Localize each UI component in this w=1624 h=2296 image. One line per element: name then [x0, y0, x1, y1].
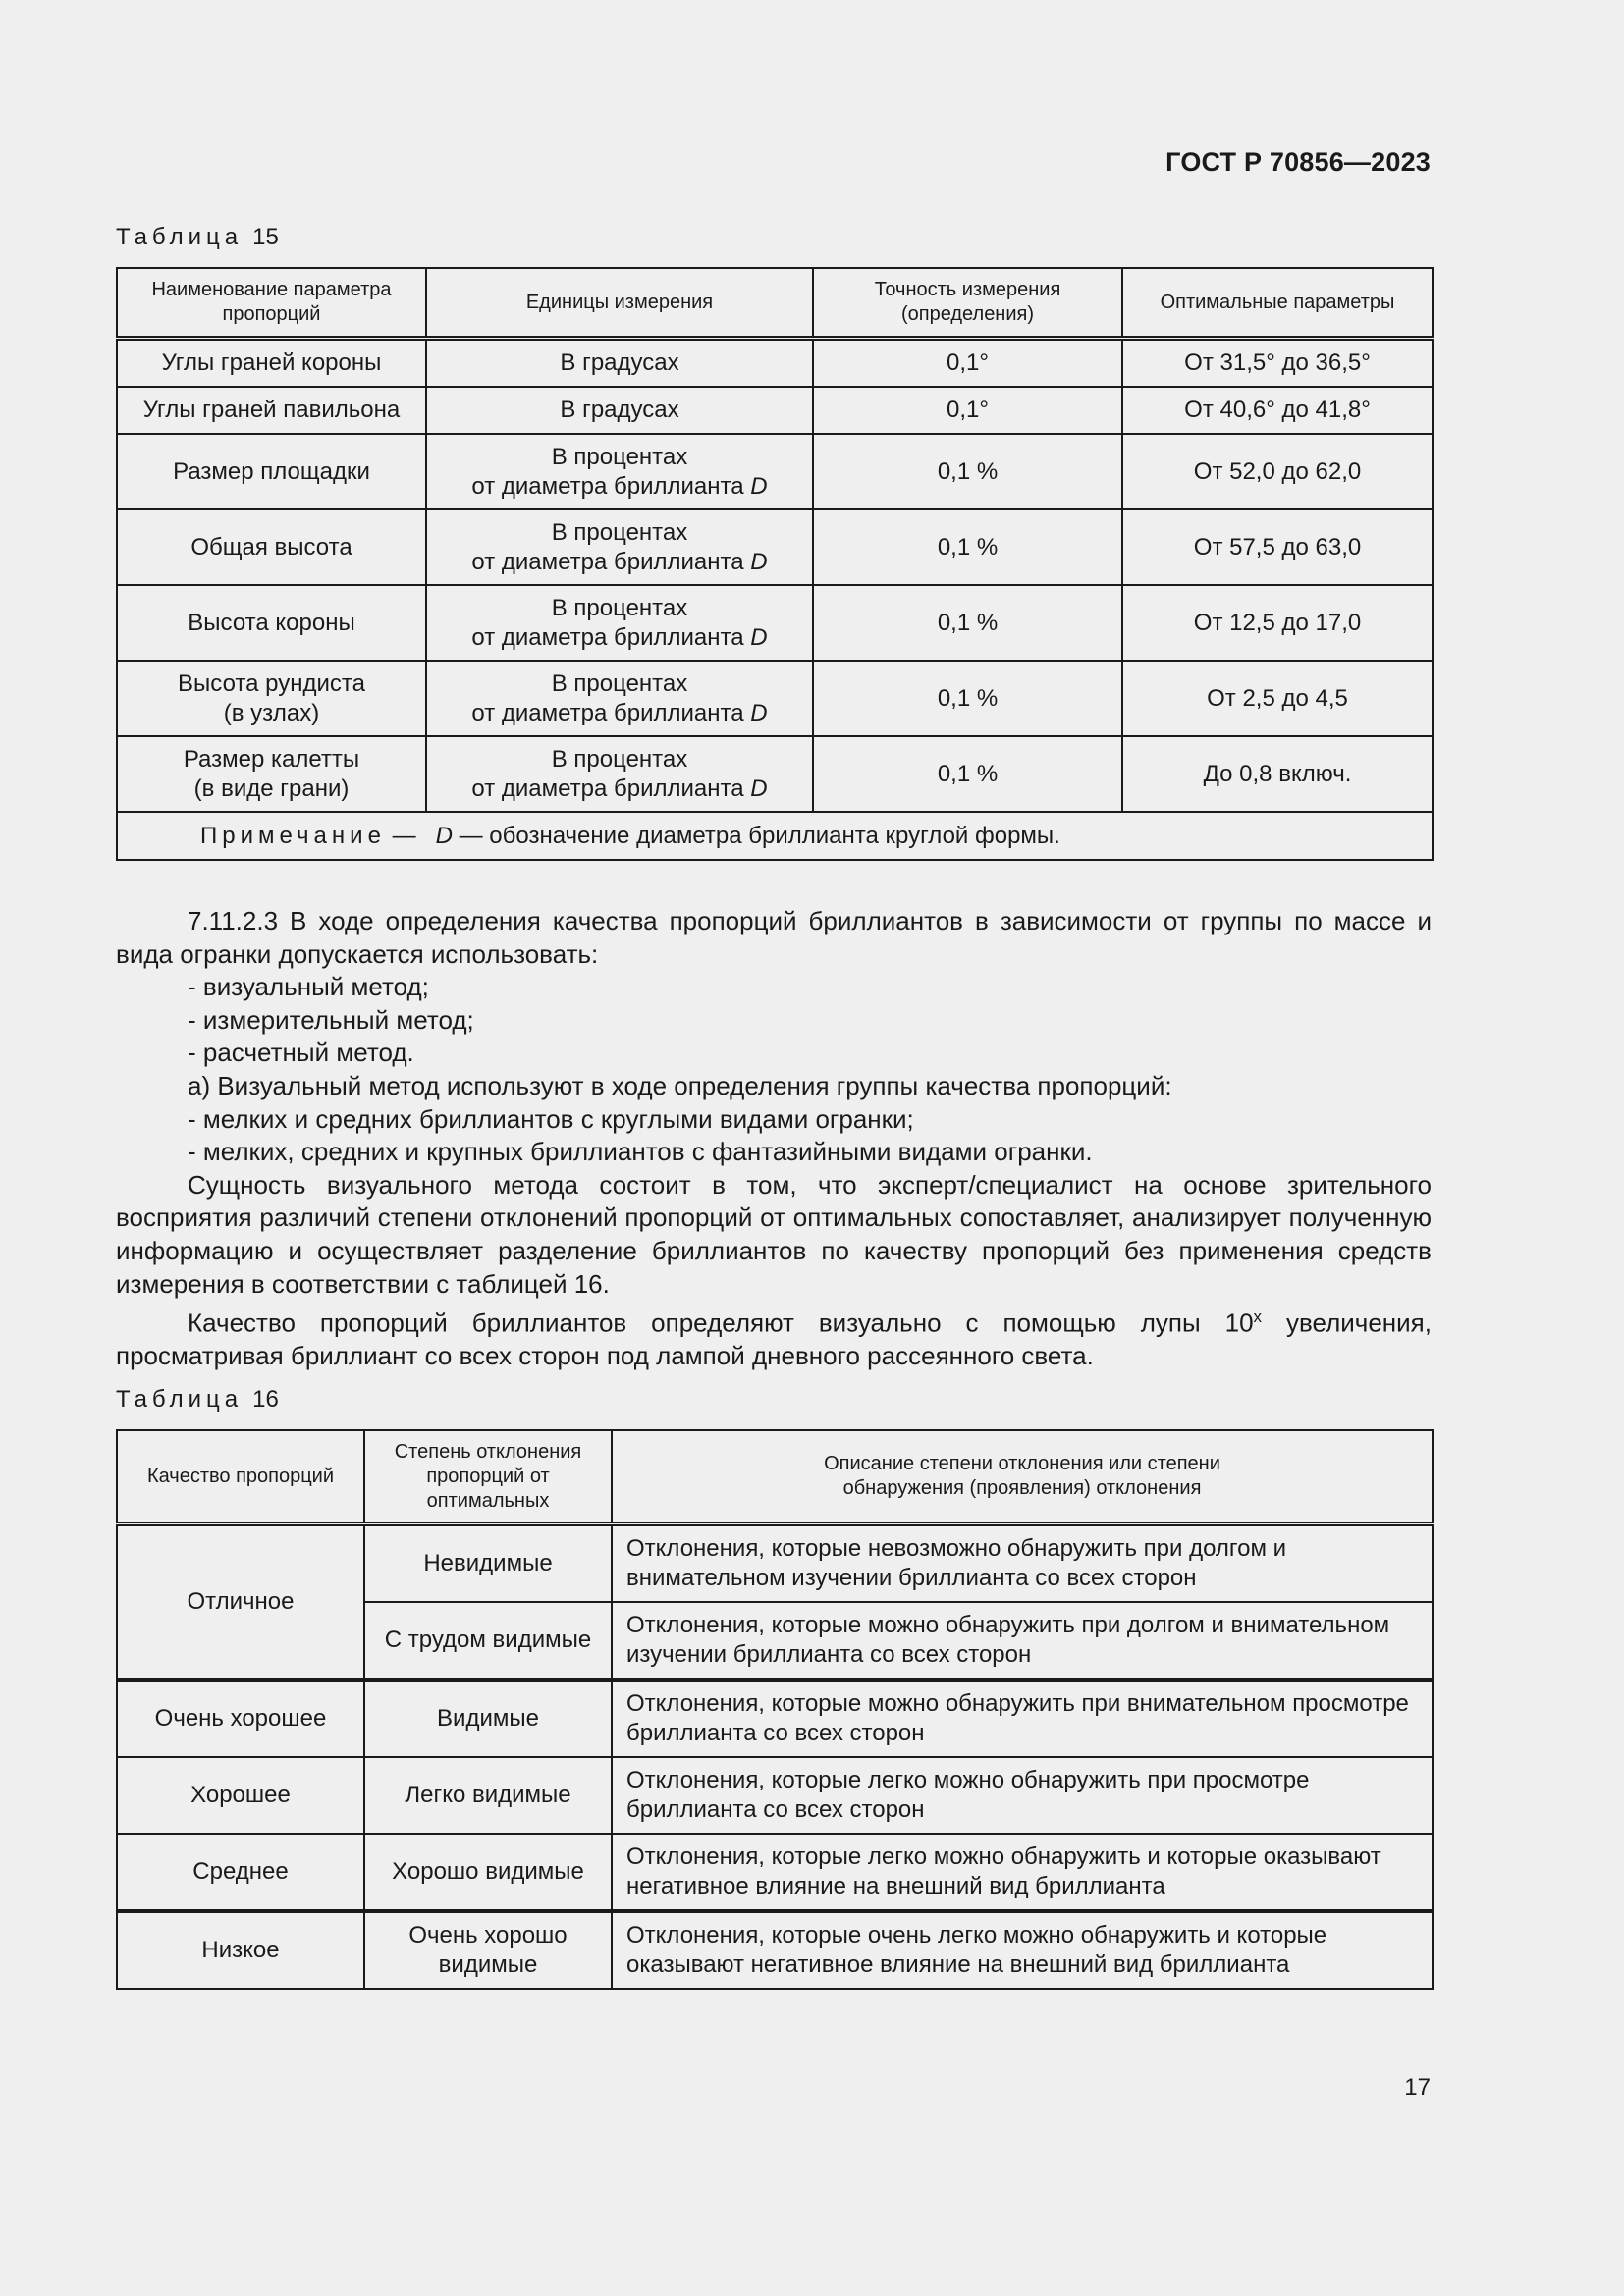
- table-row: [117, 736, 1433, 812]
- list-item: - мелких, средних и крупных бриллиантов с фантазийными видами огранки.: [188, 1137, 1093, 1167]
- table-row: [117, 661, 1433, 736]
- unit-cell: [426, 661, 813, 736]
- paragraph-text: Качество пропорций бриллиантов определяют визуально с помощью лупы 10: [188, 1308, 1254, 1338]
- header-cell: Единицы измерения: [426, 268, 813, 339]
- unit-cell: В градусах: [426, 339, 813, 388]
- param-name-cell: Высота рундиста (в узлах): [117, 661, 426, 736]
- unit-line: от диаметра бриллианта: [471, 774, 751, 802]
- table-caption-number: 16: [252, 1386, 279, 1413]
- table-row: [117, 387, 1433, 434]
- unit-cell: [426, 434, 813, 509]
- unit-variable: D: [750, 699, 768, 726]
- body-text: [116, 905, 1432, 1373]
- unit-line: В процентах: [551, 443, 688, 470]
- unit-line: от диаметра бриллианта: [471, 699, 751, 726]
- table-16-caption: [116, 1386, 279, 1414]
- unit-cell: [426, 509, 813, 585]
- table-15-caption: [116, 224, 279, 251]
- unit-variable: D: [750, 774, 768, 802]
- table-15: [116, 267, 1434, 861]
- table-16: [116, 1429, 1434, 1990]
- paragraph: Сущность визуального метода состоит в том, что эксперт/специалист на основе зрительного восприятия различий степени отклонений пропорций от оптимальных сопоставляет, анализирует полученную информацию и осуществляет разделение бриллиантов по качеству пропорций без применения средств измерения в соответствии с таблицей 16.: [116, 1169, 1432, 1299]
- optimal-cell: От 52,0 до 62,0: [1122, 434, 1433, 509]
- accuracy-cell: 0,1 %: [813, 661, 1122, 736]
- description-cell: Отклонения, которые можно обнаружить при внимательном просмотре бриллианта со всех сторон: [612, 1680, 1433, 1757]
- unit-cell: [426, 585, 813, 661]
- quality-cell: Очень хорошее: [117, 1680, 364, 1757]
- header-cell: Точность измерения (определения): [813, 268, 1122, 339]
- header-cell: Степень отклонения пропорций от оптимальных: [364, 1430, 612, 1524]
- note-variable: D: [435, 822, 453, 849]
- note-dash: —: [392, 822, 416, 849]
- unit-line: от диаметра бриллианта: [471, 623, 751, 651]
- optimal-cell: От 57,5 до 63,0: [1122, 509, 1433, 585]
- table-row: [117, 1911, 1433, 1989]
- unit-cell: [426, 736, 813, 812]
- optimal-cell: От 2,5 до 4,5: [1122, 661, 1433, 736]
- table-row: [117, 1757, 1433, 1834]
- table-row: [117, 434, 1433, 509]
- unit-line: В процентах: [551, 745, 688, 773]
- accuracy-cell: 0,1°: [813, 387, 1122, 434]
- paragraph: 7.11.2.3 В ходе определения качества пропорций бриллиантов в зависимости от группы по массе и вида огранки допускается использовать:: [116, 906, 1432, 969]
- description-cell: Отклонения, которые легко можно обнаружить и которые оказывают негативное влияние на внешний вид бриллианта: [612, 1834, 1433, 1911]
- list-item: - мелких и средних бриллиантов с круглыми видами огранки;: [188, 1103, 914, 1134]
- accuracy-cell: 0,1 %: [813, 736, 1122, 812]
- accuracy-cell: 0,1 %: [813, 585, 1122, 661]
- degree-cell: Хорошо видимые: [364, 1834, 612, 1911]
- quality-cell: Низкое: [117, 1911, 364, 1989]
- paragraph: [116, 1301, 1432, 1373]
- paragraph-text: увеличения, просматривая бриллиант со всех сторон под лампой дневного рассеянного света.: [116, 1308, 1432, 1371]
- param-name-cell: Общая высота: [117, 509, 426, 585]
- description-cell: Отклонения, которые можно обнаружить при долгом и внимательном изучении бриллианта со всех сторон: [612, 1602, 1433, 1680]
- table-header-row: [117, 1430, 1433, 1524]
- unit-line: В процентах: [551, 594, 688, 621]
- unit-line: В процентах: [551, 518, 688, 546]
- unit-line: В процентах: [551, 669, 688, 697]
- quality-cell: Хорошее: [117, 1757, 364, 1834]
- note-text: — обозначение диаметра бриллианта круглой формы.: [459, 822, 1060, 849]
- accuracy-cell: 0,1 %: [813, 509, 1122, 585]
- list-item: - измерительный метод;: [188, 1004, 474, 1035]
- list-item: - визуальный метод;: [188, 972, 429, 1002]
- param-name-cell: Углы граней павильона: [117, 387, 426, 434]
- note-label: Примечание: [200, 822, 386, 849]
- table-caption-word: Таблица: [116, 1386, 244, 1413]
- quality-cell: Среднее: [117, 1834, 364, 1911]
- unit-line: от диаметра бриллианта: [471, 472, 751, 500]
- degree-cell: Видимые: [364, 1680, 612, 1757]
- optimal-cell: От 12,5 до 17,0: [1122, 585, 1433, 661]
- unit-variable: D: [750, 548, 768, 575]
- paragraph: а) Визуальный метод используют в ходе определения группы качества пропорций:: [188, 1070, 1172, 1100]
- unit-line: от диаметра бриллианта: [471, 548, 751, 575]
- table-header-row: [117, 268, 1433, 339]
- table-row: [117, 585, 1433, 661]
- table-note: [117, 812, 1433, 860]
- table-caption-word: Таблица: [116, 224, 244, 250]
- degree-cell: С трудом видимые: [364, 1602, 612, 1680]
- degree-cell: Невидимые: [364, 1524, 612, 1603]
- accuracy-cell: 0,1°: [813, 339, 1122, 388]
- magnification-superscript: x: [1253, 1308, 1263, 1327]
- unit-variable: D: [750, 623, 768, 651]
- unit-cell: В градусах: [426, 387, 813, 434]
- description-cell: Отклонения, которые легко можно обнаружить при просмотре бриллианта со всех сторон: [612, 1757, 1433, 1834]
- page-number: 17: [1404, 2074, 1431, 2101]
- header-cell: Оптимальные параметры: [1122, 268, 1433, 339]
- table-row: [117, 1680, 1433, 1757]
- degree-cell: Легко видимые: [364, 1757, 612, 1834]
- param-name-cell: Углы граней короны: [117, 339, 426, 388]
- table-row: [117, 339, 1433, 388]
- optimal-cell: От 40,6° до 41,8°: [1122, 387, 1433, 434]
- optimal-cell: От 31,5° до 36,5°: [1122, 339, 1433, 388]
- unit-variable: D: [750, 472, 768, 500]
- param-name-cell: Высота короны: [117, 585, 426, 661]
- degree-cell: Очень хорошо видимые: [364, 1911, 612, 1989]
- header-cell: Качество пропорций: [117, 1430, 364, 1524]
- document-code: ГОСТ Р 70856—2023: [1165, 147, 1431, 177]
- table-row: [117, 1524, 1433, 1603]
- description-cell: Отклонения, которые очень легко можно обнаружить и которые оказывают негативное влияние на внешний вид бриллианта: [612, 1911, 1433, 1989]
- accuracy-cell: 0,1 %: [813, 434, 1122, 509]
- description-cell: Отклонения, которые невозможно обнаружить при долгом и внимательном изучении бриллианта со всех сторон: [612, 1524, 1433, 1603]
- table-row: [117, 1834, 1433, 1911]
- optimal-cell: До 0,8 включ.: [1122, 736, 1433, 812]
- table-row: [117, 509, 1433, 585]
- header-cell: Описание степени отклонения или степени обнаружения (проявления) отклонения: [612, 1430, 1433, 1524]
- quality-cell: Отличное: [117, 1524, 364, 1681]
- param-name-cell: Размер калетты (в виде грани): [117, 736, 426, 812]
- table-caption-number: 15: [252, 224, 279, 250]
- param-name-cell: Размер площадки: [117, 434, 426, 509]
- list-item: - расчетный метод.: [188, 1038, 414, 1068]
- table-note-row: [117, 812, 1433, 860]
- header-cell: Наименование параметра пропорций: [117, 268, 426, 339]
